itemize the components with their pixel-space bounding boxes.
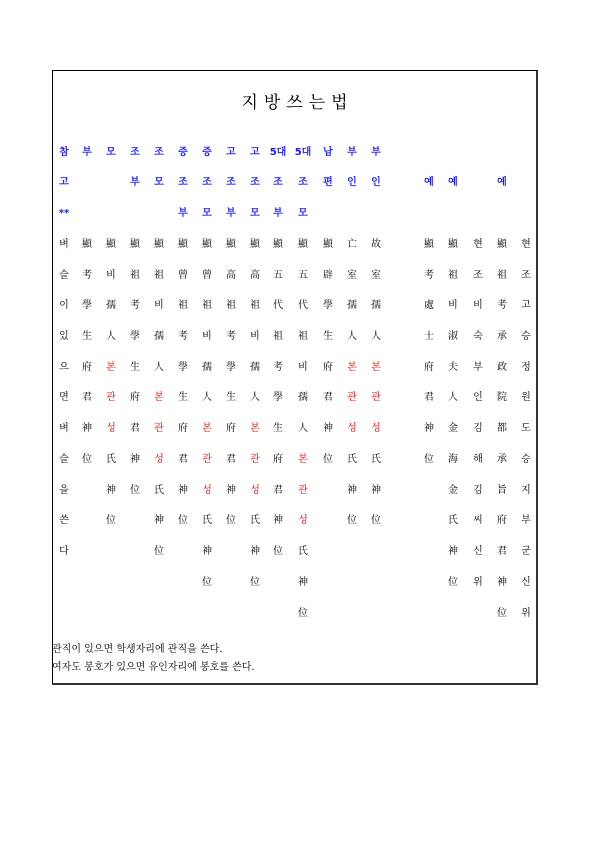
grid-char: 顯 — [202, 239, 212, 250]
grid-char: 祖 — [298, 331, 308, 342]
grid-char: 神 — [82, 423, 92, 434]
grid-char: 府 — [82, 362, 92, 373]
grid-char: 비 — [202, 331, 212, 342]
note-line-1: 관직이 있으면 학생자리에 관직을 쓴다. — [52, 644, 223, 655]
grid-char: 金 — [448, 423, 458, 434]
grid-char: 顯 — [154, 239, 164, 250]
grid-char: 벼 — [59, 239, 69, 250]
grid-char: 비 — [473, 300, 483, 311]
grid-char: 五 — [273, 270, 283, 281]
grid-char: 位 — [130, 485, 140, 496]
grid-char: 성 — [106, 423, 116, 434]
grid-char: 君 — [273, 485, 283, 496]
grid-char: 고 — [521, 300, 531, 311]
header-cell: 예 — [448, 177, 458, 188]
grid-char: 孺 — [154, 331, 164, 342]
grid-char: 承 — [497, 331, 507, 342]
grid-char: 다 — [59, 546, 69, 557]
grid-char: 神 — [226, 485, 236, 496]
grid-char: 考 — [226, 331, 236, 342]
grid-char: 氏 — [347, 454, 357, 465]
grid-char: 본 — [347, 362, 357, 373]
grid-char: 祖 — [130, 270, 140, 281]
grid-char: 비 — [448, 300, 458, 311]
grid-char: 人 — [371, 331, 381, 342]
header-cell: 예 — [497, 177, 507, 188]
grid-char: 관 — [250, 454, 260, 465]
grid-char: 비 — [298, 362, 308, 373]
grid-char: 學 — [226, 362, 236, 373]
grid-char: 神 — [154, 515, 164, 526]
grid-char: 비 — [106, 270, 116, 281]
grid-char: 孺 — [371, 300, 381, 311]
grid-char: 神 — [202, 546, 212, 557]
grid-char: 位 — [273, 546, 283, 557]
header-cell: 부 — [130, 177, 140, 188]
grid-char: 관 — [154, 423, 164, 434]
grid-char: 면 — [59, 392, 69, 403]
grid-char: 승 — [521, 331, 531, 342]
grid-char: 位 — [106, 515, 116, 526]
grid-char: 벼 — [59, 423, 69, 434]
header-cell: 모 — [154, 177, 164, 188]
grid-char: 神 — [178, 485, 188, 496]
grid-char: 있 — [59, 331, 69, 342]
grid-char: 顯 — [226, 239, 236, 250]
grid-char: 관 — [298, 485, 308, 496]
grid-char: 神 — [273, 515, 283, 526]
header-cell: 인 — [347, 177, 357, 188]
grid-char: 현 — [473, 239, 483, 250]
grid-char: 본 — [106, 362, 116, 373]
document-border — [52, 70, 538, 685]
grid-char: 씨 — [473, 515, 483, 526]
grid-char: 인 — [473, 392, 483, 403]
grid-char: 祖 — [154, 270, 164, 281]
grid-char: 位 — [497, 608, 507, 619]
grid-char: 人 — [250, 392, 260, 403]
grid-char: 人 — [154, 362, 164, 373]
grid-char: 조 — [521, 270, 531, 281]
grid-char: 본 — [154, 392, 164, 403]
grid-char: 신 — [521, 577, 531, 588]
header-cell: 증 — [178, 147, 188, 158]
grid-char: 도 — [521, 423, 531, 434]
header-cell: 모 — [202, 208, 212, 219]
header-cell: 편 — [323, 177, 333, 188]
grid-char: 考 — [424, 270, 434, 281]
grid-char: 祖 — [202, 300, 212, 311]
grid-char: 顯 — [298, 239, 308, 250]
grid-char: 쓴 — [59, 515, 69, 526]
header-cell: 부 — [347, 147, 357, 158]
header-cell: 모 — [106, 147, 116, 158]
grid-char: 顯 — [323, 239, 333, 250]
grid-char: 府 — [424, 362, 434, 373]
grid-char: 君 — [178, 454, 188, 465]
grid-char: 부 — [521, 515, 531, 526]
grid-char: 處 — [424, 300, 434, 311]
header-cell: 조 — [130, 147, 140, 158]
grid-char: 學 — [323, 300, 333, 311]
grid-char: 生 — [323, 331, 333, 342]
header-cell: 참 — [59, 147, 69, 158]
grid-char: 學 — [130, 331, 140, 342]
grid-char: 辟 — [323, 270, 333, 281]
grid-char: 본 — [250, 423, 260, 434]
grid-char: 김 — [473, 485, 483, 496]
grid-char: 學 — [273, 392, 283, 403]
grid-char: 부 — [473, 362, 483, 373]
header-cell: 부 — [273, 208, 283, 219]
grid-char: 神 — [250, 546, 260, 557]
grid-char: 승 — [521, 454, 531, 465]
grid-char: 氏 — [250, 515, 260, 526]
grid-char: 孺 — [298, 392, 308, 403]
grid-char: 지 — [521, 485, 531, 496]
grid-char: 考 — [497, 300, 507, 311]
grid-char: 君 — [497, 546, 507, 557]
grid-char: 人 — [106, 331, 116, 342]
grid-char: 代 — [298, 300, 308, 311]
grid-char: 神 — [298, 577, 308, 588]
grid-char: 都 — [497, 423, 507, 434]
grid-char: 孺 — [250, 362, 260, 373]
grid-char: 考 — [273, 362, 283, 373]
grid-char: 성 — [347, 423, 357, 434]
grid-char: 顯 — [178, 239, 188, 250]
grid-char: 김 — [473, 423, 483, 434]
header-cell: 조 — [202, 177, 212, 188]
grid-char: 府 — [226, 423, 236, 434]
grid-char: 군 — [521, 546, 531, 557]
grid-char: 室 — [347, 270, 357, 281]
grid-char: 顯 — [497, 239, 507, 250]
header-cell: 고 — [250, 147, 260, 158]
header-cell: 부 — [371, 147, 381, 158]
grid-char: 旨 — [497, 485, 507, 496]
grid-char: 曾 — [202, 270, 212, 281]
header-cell: 모 — [250, 208, 260, 219]
grid-char: 슬 — [59, 270, 69, 281]
grid-char: 祖 — [273, 331, 283, 342]
grid-char: 位 — [202, 577, 212, 588]
grid-char: 위 — [473, 577, 483, 588]
grid-char: 슬 — [59, 454, 69, 465]
header-cell: 부 — [226, 208, 236, 219]
header-cell: 모 — [298, 208, 308, 219]
grid-char: 君 — [323, 392, 333, 403]
grid-char: 亡 — [347, 239, 357, 250]
header-cell: 남 — [323, 147, 333, 158]
grid-char: 位 — [250, 577, 260, 588]
grid-char: 生 — [82, 331, 92, 342]
grid-char: 人 — [202, 392, 212, 403]
grid-char: 氏 — [106, 454, 116, 465]
grid-char: 室 — [371, 270, 381, 281]
grid-char: 位 — [298, 608, 308, 619]
grid-char: 祖 — [178, 300, 188, 311]
grid-char: 顯 — [448, 239, 458, 250]
header-cell: 고 — [59, 177, 69, 188]
grid-char: 관 — [202, 454, 212, 465]
grid-char: 五 — [298, 270, 308, 281]
grid-char: 夫 — [448, 362, 458, 373]
grid-char: 府 — [323, 362, 333, 373]
grid-char: 성 — [202, 485, 212, 496]
header-cell: 조 — [226, 177, 236, 188]
grid-char: 士 — [424, 331, 434, 342]
grid-char: 學 — [178, 362, 188, 373]
header-cell: 5대 — [294, 147, 312, 158]
grid-char: 海 — [448, 454, 458, 465]
grid-char: 祖 — [226, 300, 236, 311]
grid-char: 高 — [226, 270, 236, 281]
grid-char: 考 — [82, 270, 92, 281]
grid-char: 이 — [59, 300, 69, 311]
header-cell: 증 — [202, 147, 212, 158]
grid-char: 孺 — [106, 300, 116, 311]
grid-char: 位 — [154, 546, 164, 557]
grid-char: 氏 — [298, 546, 308, 557]
header-cell: 조 — [178, 177, 188, 188]
grid-char: 神 — [347, 485, 357, 496]
header-cell: 5대 — [269, 147, 287, 158]
grid-char: 生 — [178, 392, 188, 403]
grid-char: 관 — [371, 392, 381, 403]
grid-char: 神 — [323, 423, 333, 434]
grid-char: 숙 — [473, 331, 483, 342]
grid-char: 현 — [521, 239, 531, 250]
grid-char: 氏 — [371, 454, 381, 465]
grid-char: 生 — [273, 423, 283, 434]
grid-char: 位 — [178, 515, 188, 526]
grid-char: 考 — [178, 331, 188, 342]
grid-char: 비 — [154, 300, 164, 311]
grid-char: 神 — [106, 485, 116, 496]
grid-char: 顯 — [130, 239, 140, 250]
grid-char: 조 — [473, 270, 483, 281]
grid-char: 을 — [59, 485, 69, 496]
grid-char: 본 — [298, 454, 308, 465]
grid-char: 원 — [521, 392, 531, 403]
grid-char: 位 — [448, 577, 458, 588]
grid-char: 故 — [371, 239, 381, 250]
grid-char: 관 — [347, 392, 357, 403]
grid-char: 신 — [473, 546, 483, 557]
grid-char: 성 — [250, 485, 260, 496]
grid-char: 考 — [130, 300, 140, 311]
header-cell: 인 — [371, 177, 381, 188]
grid-char: 曾 — [178, 270, 188, 281]
grid-char: 성 — [298, 515, 308, 526]
grid-char: 位 — [371, 515, 381, 526]
header-cell: 부 — [82, 147, 92, 158]
grid-char: 位 — [82, 454, 92, 465]
header-cell: 조 — [250, 177, 260, 188]
grid-char: 祖 — [250, 300, 260, 311]
grid-char: 顯 — [273, 239, 283, 250]
grid-char: 顯 — [106, 239, 116, 250]
grid-char: 으 — [59, 362, 69, 373]
grid-char: 氏 — [202, 515, 212, 526]
grid-char: 神 — [497, 577, 507, 588]
grid-char: 해 — [473, 454, 483, 465]
grid-char: 氏 — [154, 485, 164, 496]
grid-char: 神 — [448, 546, 458, 557]
grid-char: 金 — [448, 485, 458, 496]
grid-char: 神 — [424, 423, 434, 434]
grid-char: 위 — [521, 608, 531, 619]
grid-char: 生 — [226, 392, 236, 403]
grid-char: 府 — [178, 423, 188, 434]
grid-char: 高 — [250, 270, 260, 281]
grid-char: 淑 — [448, 331, 458, 342]
grid-char: 神 — [371, 485, 381, 496]
grid-char: 성 — [154, 454, 164, 465]
grid-char: 承 — [497, 454, 507, 465]
header-cell: 조 — [154, 147, 164, 158]
grid-char: 府 — [273, 454, 283, 465]
grid-char: 人 — [298, 423, 308, 434]
grid-char: 孺 — [202, 362, 212, 373]
grid-char: 氏 — [448, 515, 458, 526]
grid-char: 祖 — [497, 270, 507, 281]
header-cell: 예 — [424, 177, 434, 188]
page-title: 지방쓰는법 — [241, 93, 354, 113]
grid-char: 代 — [273, 300, 283, 311]
grid-char: 성 — [371, 423, 381, 434]
grid-char: 位 — [347, 515, 357, 526]
grid-char: 君 — [82, 392, 92, 403]
grid-char: 顯 — [250, 239, 260, 250]
grid-char: 位 — [323, 454, 333, 465]
grid-char: 본 — [371, 362, 381, 373]
grid-char: 院 — [497, 392, 507, 403]
grid-char: 顯 — [424, 239, 434, 250]
header-cell: 조 — [298, 177, 308, 188]
grid-char: 神 — [130, 454, 140, 465]
grid-char: 비 — [250, 331, 260, 342]
grid-char: 君 — [130, 423, 140, 434]
grid-char: 君 — [424, 392, 434, 403]
grid-char: 孺 — [347, 300, 357, 311]
grid-char: 人 — [448, 392, 458, 403]
note-line-2: 여자도 봉호가 있으면 유인자리에 봉호를 쓴다. — [52, 662, 255, 673]
grid-char: 府 — [497, 515, 507, 526]
grid-char: 位 — [424, 454, 434, 465]
header-cell: 부 — [178, 208, 188, 219]
grid-char: 관 — [106, 392, 116, 403]
header-cell: ** — [58, 208, 70, 219]
grid-char: 본 — [202, 423, 212, 434]
grid-char: 府 — [130, 392, 140, 403]
header-cell: 고 — [226, 147, 236, 158]
grid-char: 政 — [497, 362, 507, 373]
grid-char: 學 — [82, 300, 92, 311]
grid-char: 君 — [226, 454, 236, 465]
header-cell: 조 — [273, 177, 283, 188]
grid-char: 정 — [521, 362, 531, 373]
grid-char: 祖 — [448, 270, 458, 281]
grid-char: 位 — [226, 515, 236, 526]
grid-char: 人 — [347, 331, 357, 342]
grid-char: 顯 — [82, 239, 92, 250]
grid-char: 生 — [130, 362, 140, 373]
